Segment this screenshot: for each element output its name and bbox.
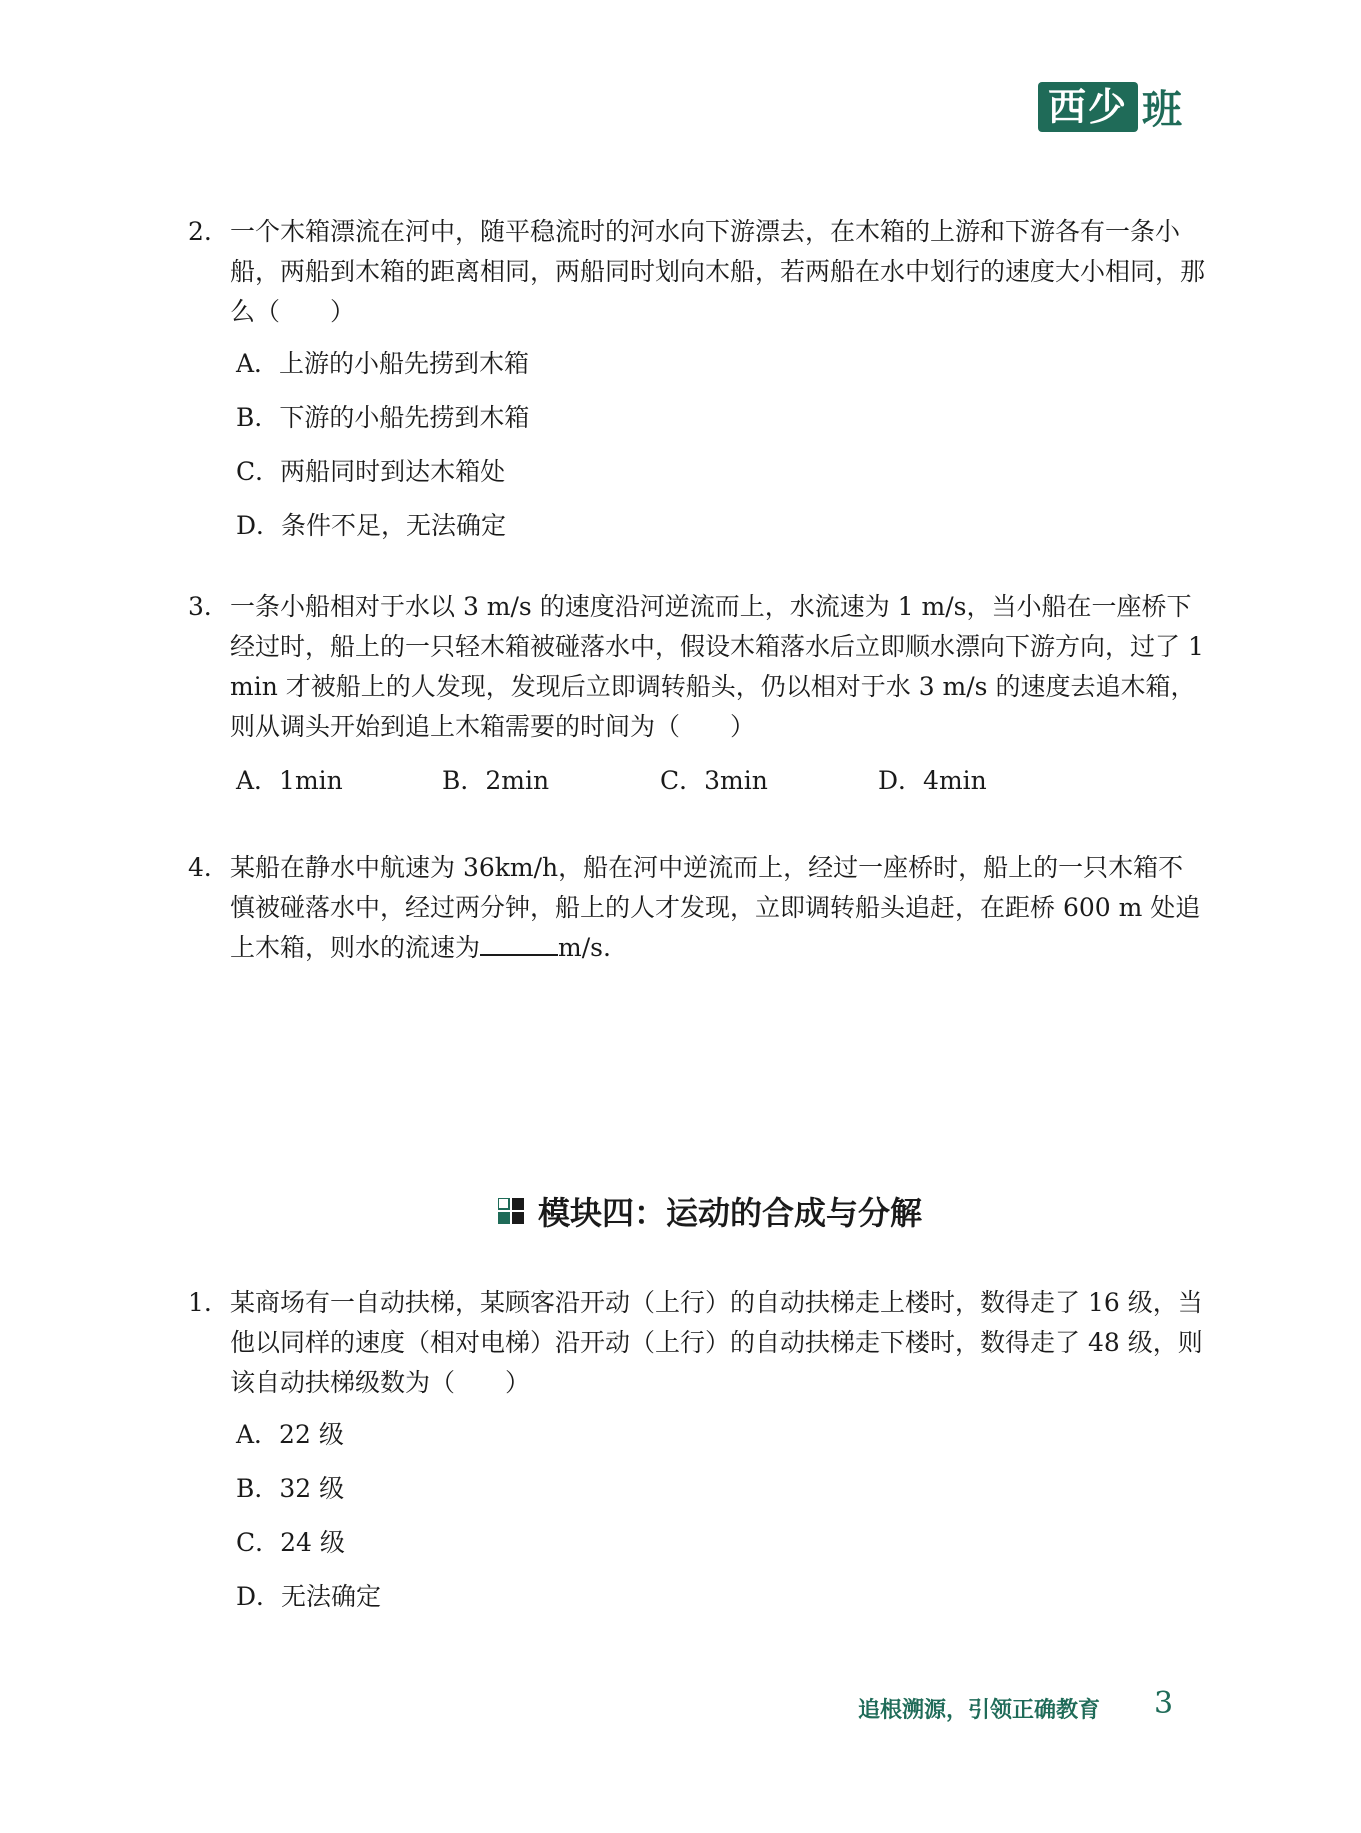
- question-number: 4．: [188, 853, 229, 882]
- section-title: 模块四：运动的合成与分解: [538, 1194, 923, 1232]
- option-d: D．条件不足，无法确定: [236, 511, 507, 540]
- footer-slogan: 追根溯源，引领正确教育: [858, 1698, 1101, 1723]
- question-text: 某商场有一自动扶梯，某顾客沿开动（上行）的自动扶梯走上楼时，数得走了 16 级，当他以同样的速度（相对电梯）沿开动（上行）的自动扶梯走下楼时，数得走了 48 级，则该自动扶梯级数为（ ）: [230, 1288, 1203, 1397]
- option-a: A．上游的小船先捞到木箱: [236, 349, 530, 378]
- option-a: A．22 级: [236, 1420, 344, 1449]
- question-3: [188, 587, 1208, 747]
- option-b: B．2min: [442, 766, 550, 795]
- question-number: 2.: [188, 217, 212, 246]
- question-text: 一个木箱漂流在河中，随平稳流时的河水向下游漂去，在木箱的上游和下游各有一条小船，两船到木箱的距离相同，两船同时划向木船，若两船在水中划行的速度大小相同，那么（ ）: [230, 217, 1206, 326]
- option-c: C．24 级: [236, 1528, 345, 1557]
- module4-question-1: [188, 1283, 1208, 1403]
- section-squares-icon: [498, 1198, 524, 1224]
- option-b: B．32 级: [236, 1474, 345, 1503]
- option-c: C．3min: [660, 766, 768, 795]
- question-text: [188, 848, 1208, 968]
- options-row: [236, 761, 1136, 801]
- question-text: 一条小船相对于水以 3 m/s 的速度沿河逆流而上，水流速为 1 m/s，当小船在一座桥下经过时，船上的一只轻木箱被碰落水中，假设木箱落水后立即顺水漂向下游方向，过了 1 min 才被船上的人发现，发现后立即调转船头，仍以相对于水 3 m/s 的速度去追木箱，则从调头开始到追上木箱需要的时间为（ ）: [230, 592, 1204, 741]
- question-text-after: m/s.: [558, 933, 611, 962]
- section-heading: [498, 1188, 922, 1234]
- question-number: 1.: [188, 1288, 212, 1317]
- option-b: B．下游的小船先捞到木箱: [236, 403, 530, 432]
- page-number: 3: [1154, 1686, 1174, 1721]
- question-4: [188, 848, 1208, 968]
- question-number: 3．: [188, 592, 229, 621]
- question-2: [188, 212, 1208, 332]
- option-a: A．1min: [236, 766, 343, 795]
- brand-logo: [1038, 78, 1182, 135]
- question-text-before: 某船在静水中航速为 36km/h，船在河中逆流而上，经过一座桥时，船上的一只木箱不慎被碰落水中，经过两分钟，船上的人才发现，立即调转船头追赶，在距桥 600 m 处追上木箱，则水的流速为: [230, 853, 1201, 962]
- option-d: D．4min: [878, 766, 987, 795]
- option-c: C．两船同时到达木箱处: [236, 457, 506, 486]
- logo-boxed-text: 西少: [1038, 82, 1138, 132]
- answer-blank: [480, 930, 558, 956]
- logo-text: 班: [1142, 87, 1183, 133]
- option-d: D．无法确定: [236, 1582, 382, 1611]
